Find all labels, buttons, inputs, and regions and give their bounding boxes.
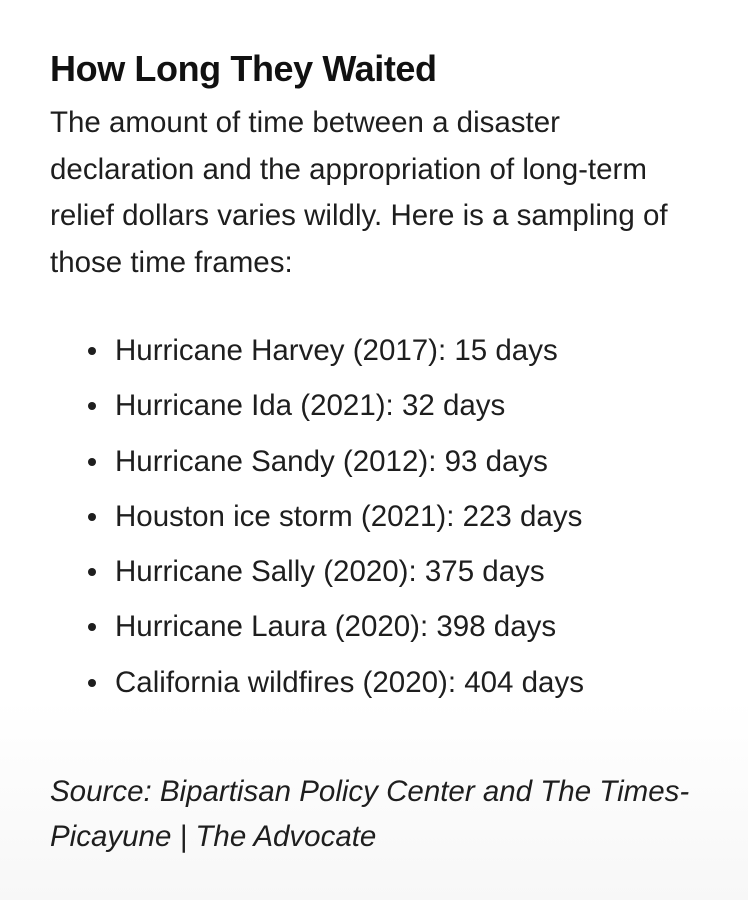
intro-paragraph: The amount of time between a disaster declaration and the appropriation of long-term relief dollars varies wildly. Here is a sampling of those time frames: <box>50 106 668 279</box>
page-title: How Long They Waited <box>50 48 437 89</box>
list-item-text: Hurricane Ida (2021): 32 days <box>115 389 506 423</box>
bullet-icon <box>88 458 96 466</box>
source-credit: Source: Bipartisan Policy Center and The Times-Picayune | The Advocate <box>50 775 690 854</box>
list-item-text: Hurricane Harvey (2017): 15 days <box>115 334 558 367</box>
bullet-icon <box>88 513 96 521</box>
list-item-text: Hurricane Sandy (2012): 93 days <box>115 444 548 478</box>
bullet-icon <box>88 347 96 355</box>
bullet-icon <box>88 402 96 410</box>
list-item-text: Houston ice storm (2021): 223 days <box>115 499 583 533</box>
list-item-text: California wildfires (2020): 404 days <box>115 665 584 699</box>
list-item <box>88 323 710 378</box>
bullet-icon <box>88 679 96 687</box>
bullet-icon <box>88 568 96 576</box>
article-card <box>50 46 710 859</box>
list-item-text: Hurricane Laura (2020): 398 days <box>115 610 557 644</box>
list-item <box>88 378 710 433</box>
list-item <box>88 544 710 599</box>
wait-time-list <box>50 323 710 710</box>
list-item-text: Hurricane Sally (2020): 375 days <box>115 555 545 589</box>
list-item <box>88 655 710 710</box>
list-item <box>88 434 710 489</box>
list-item <box>88 599 710 654</box>
bullet-icon <box>88 623 96 631</box>
list-item <box>88 489 710 544</box>
